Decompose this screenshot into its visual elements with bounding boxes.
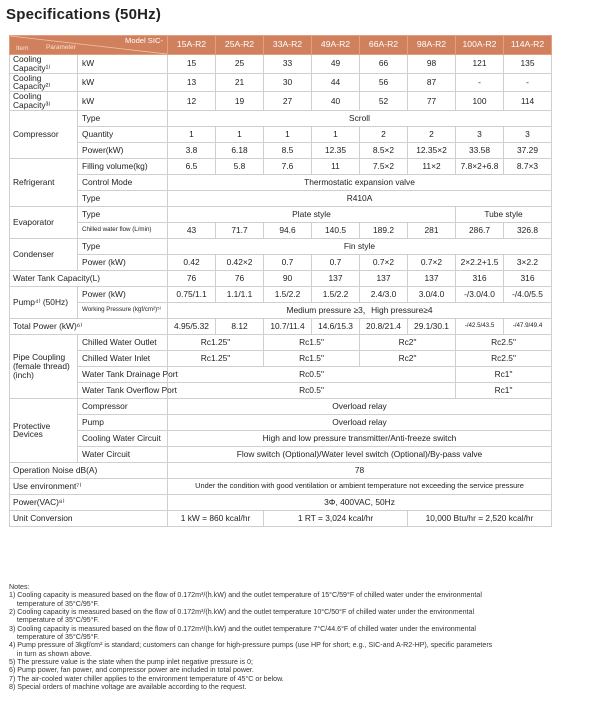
cell: 0.75/1.1 — [168, 286, 216, 302]
cell: 90 — [264, 270, 312, 286]
cell: 33 — [264, 55, 312, 74]
cell: 0.42 — [168, 254, 216, 270]
cell: 71.7 — [216, 222, 264, 238]
cell: Thermostatic expansion valve — [168, 174, 552, 190]
row-label: Cooling Capacity²⁾ — [10, 73, 78, 92]
cell: -/4.0/5.5 — [504, 286, 552, 302]
cell: 1 — [264, 126, 312, 142]
row-param: Control Mode — [78, 174, 168, 190]
cell: Rc1.25" — [168, 350, 264, 366]
cell: - — [504, 73, 552, 92]
row-param: Quantity — [78, 126, 168, 142]
cell: 8.5×2 — [360, 142, 408, 158]
cell: 6.18 — [216, 142, 264, 158]
cell: Plate style — [168, 206, 456, 222]
cell: Rc0.5" — [168, 366, 456, 382]
cell: 1 RT = 3,024 kcal/hr — [264, 510, 408, 526]
row-param: Pump — [78, 414, 168, 430]
cell: 66 — [360, 55, 408, 74]
protect-water-row — [10, 446, 552, 462]
cell: 87 — [408, 73, 456, 92]
row-unit: kW — [78, 73, 168, 92]
cell: 37.29 — [504, 142, 552, 158]
cell: 78 — [168, 462, 552, 478]
row-param: Filling volume(kg) — [78, 158, 168, 174]
cell: 140.5 — [312, 222, 360, 238]
cell: 7.5×2 — [360, 158, 408, 174]
cell: 76 — [168, 270, 216, 286]
row-param: Water Circuit — [78, 446, 168, 462]
cell: Rc2.5" — [456, 350, 552, 366]
cell: Rc1.5" — [264, 350, 360, 366]
cell: - — [456, 73, 504, 92]
cell: 326.8 — [504, 222, 552, 238]
condenser-type-row — [10, 238, 552, 254]
condenser-group-label: Condenser — [10, 238, 78, 270]
cell: -/3.0/4.0 — [456, 286, 504, 302]
coupling-inlet-row — [10, 350, 552, 366]
cell: 15 — [168, 55, 216, 74]
cell: 77 — [408, 92, 456, 111]
row-label: Unit Conversion — [10, 510, 168, 526]
row-param: Chilled Water Outlet — [78, 334, 168, 350]
row-param: Power (kW) — [78, 286, 168, 302]
cell: 12 — [168, 92, 216, 111]
cell: 98 — [408, 55, 456, 74]
coupling-group-label: Pipe Coupling (female thread) (inch) — [10, 334, 78, 398]
cell: Rc1.25" — [168, 334, 264, 350]
cell: 19 — [216, 92, 264, 111]
row-param: Power (kW) — [78, 254, 168, 270]
cell: Tube style — [456, 206, 552, 222]
note-item: 7) The air-cooled water chiller applies to the environment temperature of 45°C or below. — [9, 674, 284, 683]
evaporator-flow-row — [10, 222, 552, 238]
cell: 8.5 — [264, 142, 312, 158]
evaporator-group-label: Evaporator — [10, 206, 78, 238]
cell: 40 — [312, 92, 360, 111]
note-item: 4) Pump pressure of 3kgf/cm² is standard; customers can change for high-pressure pumps (use HP for short; e.g., SIC-and A-R2-HP), specific parameters in turn as shown above. — [9, 641, 493, 658]
row-unit: kW — [78, 92, 168, 111]
cell: 281 — [408, 222, 456, 238]
cell: 12.35×2 — [408, 142, 456, 158]
model-header: 15A-R2 — [168, 36, 216, 55]
refrigerant-type-row — [10, 190, 552, 206]
row-param: Type — [78, 190, 168, 206]
cell: -/42.5/43.5 — [456, 318, 504, 334]
row-label: Water Tank Capacity(L) — [10, 270, 168, 286]
cell: 3 — [504, 126, 552, 142]
cell: 137 — [408, 270, 456, 286]
pump-group-label: Pump⁴⁾ (50Hz) — [10, 286, 78, 318]
cell: 49 — [312, 55, 360, 74]
row-param: Type — [78, 110, 168, 126]
cell: 4.95/5.32 — [168, 318, 216, 334]
cell: 137 — [312, 270, 360, 286]
cell: 114 — [504, 92, 552, 111]
cell: 52 — [360, 92, 408, 111]
evaporator-type-row — [10, 206, 552, 222]
pump-pressure-row — [10, 302, 552, 318]
cell: Flow switch (Optional)/Water level switch (Optional)/By-pass valve — [168, 446, 552, 462]
compressor-power-row — [10, 142, 552, 158]
row-param: Type — [78, 238, 168, 254]
row-param: Chilled water flow (L/min) — [78, 222, 168, 238]
model-label: Model SIC- — [125, 36, 163, 45]
cell: Rc1" — [456, 366, 552, 382]
cell: 5.8 — [216, 158, 264, 174]
note-item: 3) Cooling capacity is measured based on the flow of 0.172m³/(h.kW) and the outlet temperature 7°C/44.6°F of chilled water under the environmental temperature of 35°C/95°F. — [9, 624, 477, 642]
cell: 1.5/2.2 — [264, 286, 312, 302]
cell: 121 — [456, 55, 504, 74]
protective-group-label: Protective Devices — [10, 398, 78, 462]
cell: Overload relay — [168, 414, 552, 430]
model-header: 25A-R2 — [216, 36, 264, 55]
cell: 29.1/30.1 — [408, 318, 456, 334]
cell: 6.5 — [168, 158, 216, 174]
cell: 10.7/11.4 — [264, 318, 312, 334]
cooling-capacity-3-row — [10, 92, 552, 111]
cell: 94.6 — [264, 222, 312, 238]
notes-heading: Notes: — [9, 583, 30, 591]
cell: Overload relay — [168, 398, 552, 414]
cell: 316 — [456, 270, 504, 286]
unit-conversion-row — [10, 510, 552, 526]
water-tank-row — [10, 270, 552, 286]
cell: 0.7×2 — [408, 254, 456, 270]
cooling-capacity-1-row — [10, 55, 552, 74]
cell: Rc0.5" — [168, 382, 456, 398]
cell: 7.6 — [264, 158, 312, 174]
cell: 1 kW = 860 kcal/hr — [168, 510, 264, 526]
cell: 27 — [264, 92, 312, 111]
cell: High and low pressure transmitter/Anti-freeze switch — [168, 430, 552, 446]
row-param: Power(kW) — [78, 142, 168, 158]
cell: Scroll — [168, 110, 552, 126]
row-label: Cooling Capacity³⁾ — [10, 92, 78, 111]
cell: Medium pressure ≥3，High pressure≥4 — [168, 302, 552, 318]
row-label: Cooling Capacity¹⁾ — [10, 55, 78, 74]
protect-pump-row — [10, 414, 552, 430]
cell: 8.12 — [216, 318, 264, 334]
model-header: 66A-R2 — [360, 36, 408, 55]
cell: 1 — [312, 126, 360, 142]
condenser-power-row — [10, 254, 552, 270]
cell: 2 — [408, 126, 456, 142]
cell: 2 — [360, 126, 408, 142]
row-label: Use environment⁷⁾ — [10, 478, 168, 494]
compressor-type-row — [10, 110, 552, 126]
cell: 316 — [504, 270, 552, 286]
item-label: Item — [16, 45, 29, 53]
note-item: 1) Cooling capacity is measured based on the flow of 0.172m³/(h.kW) and the outlet temperature of 15°C/59°F of chilled water under the environmental temperature of 35°C/95°F. — [9, 591, 482, 608]
protect-cooling-row — [10, 430, 552, 446]
spec-table — [9, 35, 552, 527]
cell: 76 — [216, 270, 264, 286]
power-vac-row — [10, 494, 552, 510]
row-param: Working Pressure (kgf/cm²)⁵⁾ — [78, 302, 168, 318]
cell: 14.6/15.3 — [312, 318, 360, 334]
cell: 2.4/3.0 — [360, 286, 408, 302]
row-param: Water Tank Overflow Port — [78, 382, 168, 398]
row-label: Total Power (kW)⁶⁾ — [10, 318, 168, 334]
refrigerant-control-row — [10, 174, 552, 190]
row-param: Type — [78, 206, 168, 222]
coupling-overflow-row — [10, 382, 552, 398]
note-item: 6) Pump power, fan power, and compressor power are included in total power. — [9, 666, 254, 675]
cell: 13 — [168, 73, 216, 92]
row-label: Power(VAC)⁸⁾ — [10, 494, 168, 510]
cell: 11 — [312, 158, 360, 174]
cell: 3Φ, 400VAC, 50Hz — [168, 494, 552, 510]
row-param: Compressor — [78, 398, 168, 414]
row-param: Cooling Water Circuit — [78, 430, 168, 446]
cell: 1 — [216, 126, 264, 142]
row-param: Water Tank Drainage Port — [78, 366, 168, 382]
total-power-row — [10, 318, 552, 334]
coupling-drain-row — [10, 366, 552, 382]
noise-row — [10, 462, 552, 478]
cell: Rc2.5" — [456, 334, 552, 350]
cell: 0.42×2 — [216, 254, 264, 270]
cell: 0.7×2 — [360, 254, 408, 270]
cell: Rc1.5" — [264, 334, 360, 350]
compressor-quantity-row — [10, 126, 552, 142]
cell: 25 — [216, 55, 264, 74]
cell: 3×2.2 — [504, 254, 552, 270]
cell: 30 — [264, 73, 312, 92]
coupling-outlet-row — [10, 334, 552, 350]
cell: 3.8 — [168, 142, 216, 158]
cell: 33.58 — [456, 142, 504, 158]
header-row — [10, 36, 552, 55]
cell: R410A — [168, 190, 552, 206]
notes-section — [9, 583, 594, 691]
cell: 20.8/21.4 — [360, 318, 408, 334]
cell: 2×2.2+1.5 — [456, 254, 504, 270]
cell: Under the condition with good ventilation or ambient temperature not exceeding the service pressure — [168, 478, 552, 494]
cell: 1 — [168, 126, 216, 142]
cell: 189.2 — [360, 222, 408, 238]
cell: 7.8×2+6.8 — [456, 158, 504, 174]
cell: 0.7 — [312, 254, 360, 270]
cell: 10,000 Btu/hr = 2,520 kcal/hr — [408, 510, 552, 526]
note-item: 2) Cooling capacity is measured based on the flow of 0.172m³/(h.kW) and the outlet temperature 10°C/50°F of chilled water under the environmental temperature of 35°C/95°F. — [9, 608, 475, 625]
refrigerant-group-label: Refrigerant — [10, 158, 78, 206]
cell: 11×2 — [408, 158, 456, 174]
pump-power-row — [10, 286, 552, 302]
row-label: Operation Noise dB(A) — [10, 462, 168, 478]
cell: -/47.9/49.4 — [504, 318, 552, 334]
note-item: 8) Special orders of machine voltage are available according to the request. — [9, 683, 247, 692]
cell: Fin style — [168, 238, 552, 254]
cell: 56 — [360, 73, 408, 92]
protect-compressor-row — [10, 398, 552, 414]
cell: 3.0/4.0 — [408, 286, 456, 302]
note-item: 5) The pressure value is the state when the pump inlet negative pressure is 0; — [9, 658, 253, 667]
cell: 8.7×3 — [504, 158, 552, 174]
cell: 1.5/2.2 — [312, 286, 360, 302]
cell: 135 — [504, 55, 552, 74]
cell: 43 — [168, 222, 216, 238]
model-header: 98A-R2 — [408, 36, 456, 55]
cell: 1.1/1.1 — [216, 286, 264, 302]
cooling-capacity-2-row — [10, 73, 552, 92]
spec-table-wrapper — [9, 35, 551, 527]
refrigerant-filling-row — [10, 158, 552, 174]
cell: 21 — [216, 73, 264, 92]
model-header: 114A-R2 — [504, 36, 552, 55]
cell: 0.7 — [264, 254, 312, 270]
cell: Rc2" — [360, 334, 456, 350]
model-header: 33A-R2 — [264, 36, 312, 55]
cell: 286.7 — [456, 222, 504, 238]
cell: 137 — [360, 270, 408, 286]
parameter-label: Parameter — [46, 44, 76, 51]
cell: Rc1" — [456, 382, 552, 398]
row-unit: kW — [78, 55, 168, 74]
cell: 44 — [312, 73, 360, 92]
row-param: Chilled Water Inlet — [78, 350, 168, 366]
cell: Rc2" — [360, 350, 456, 366]
model-header: 49A-R2 — [312, 36, 360, 55]
compressor-group-label: Compressor — [10, 110, 78, 158]
cell: 12.35 — [312, 142, 360, 158]
cell: 3 — [456, 126, 504, 142]
page-title: Specifications (50Hz) — [6, 6, 162, 23]
model-header: 100A-R2 — [456, 36, 504, 55]
header-corner — [10, 36, 168, 55]
cell: 100 — [456, 92, 504, 111]
environment-row — [10, 478, 552, 494]
